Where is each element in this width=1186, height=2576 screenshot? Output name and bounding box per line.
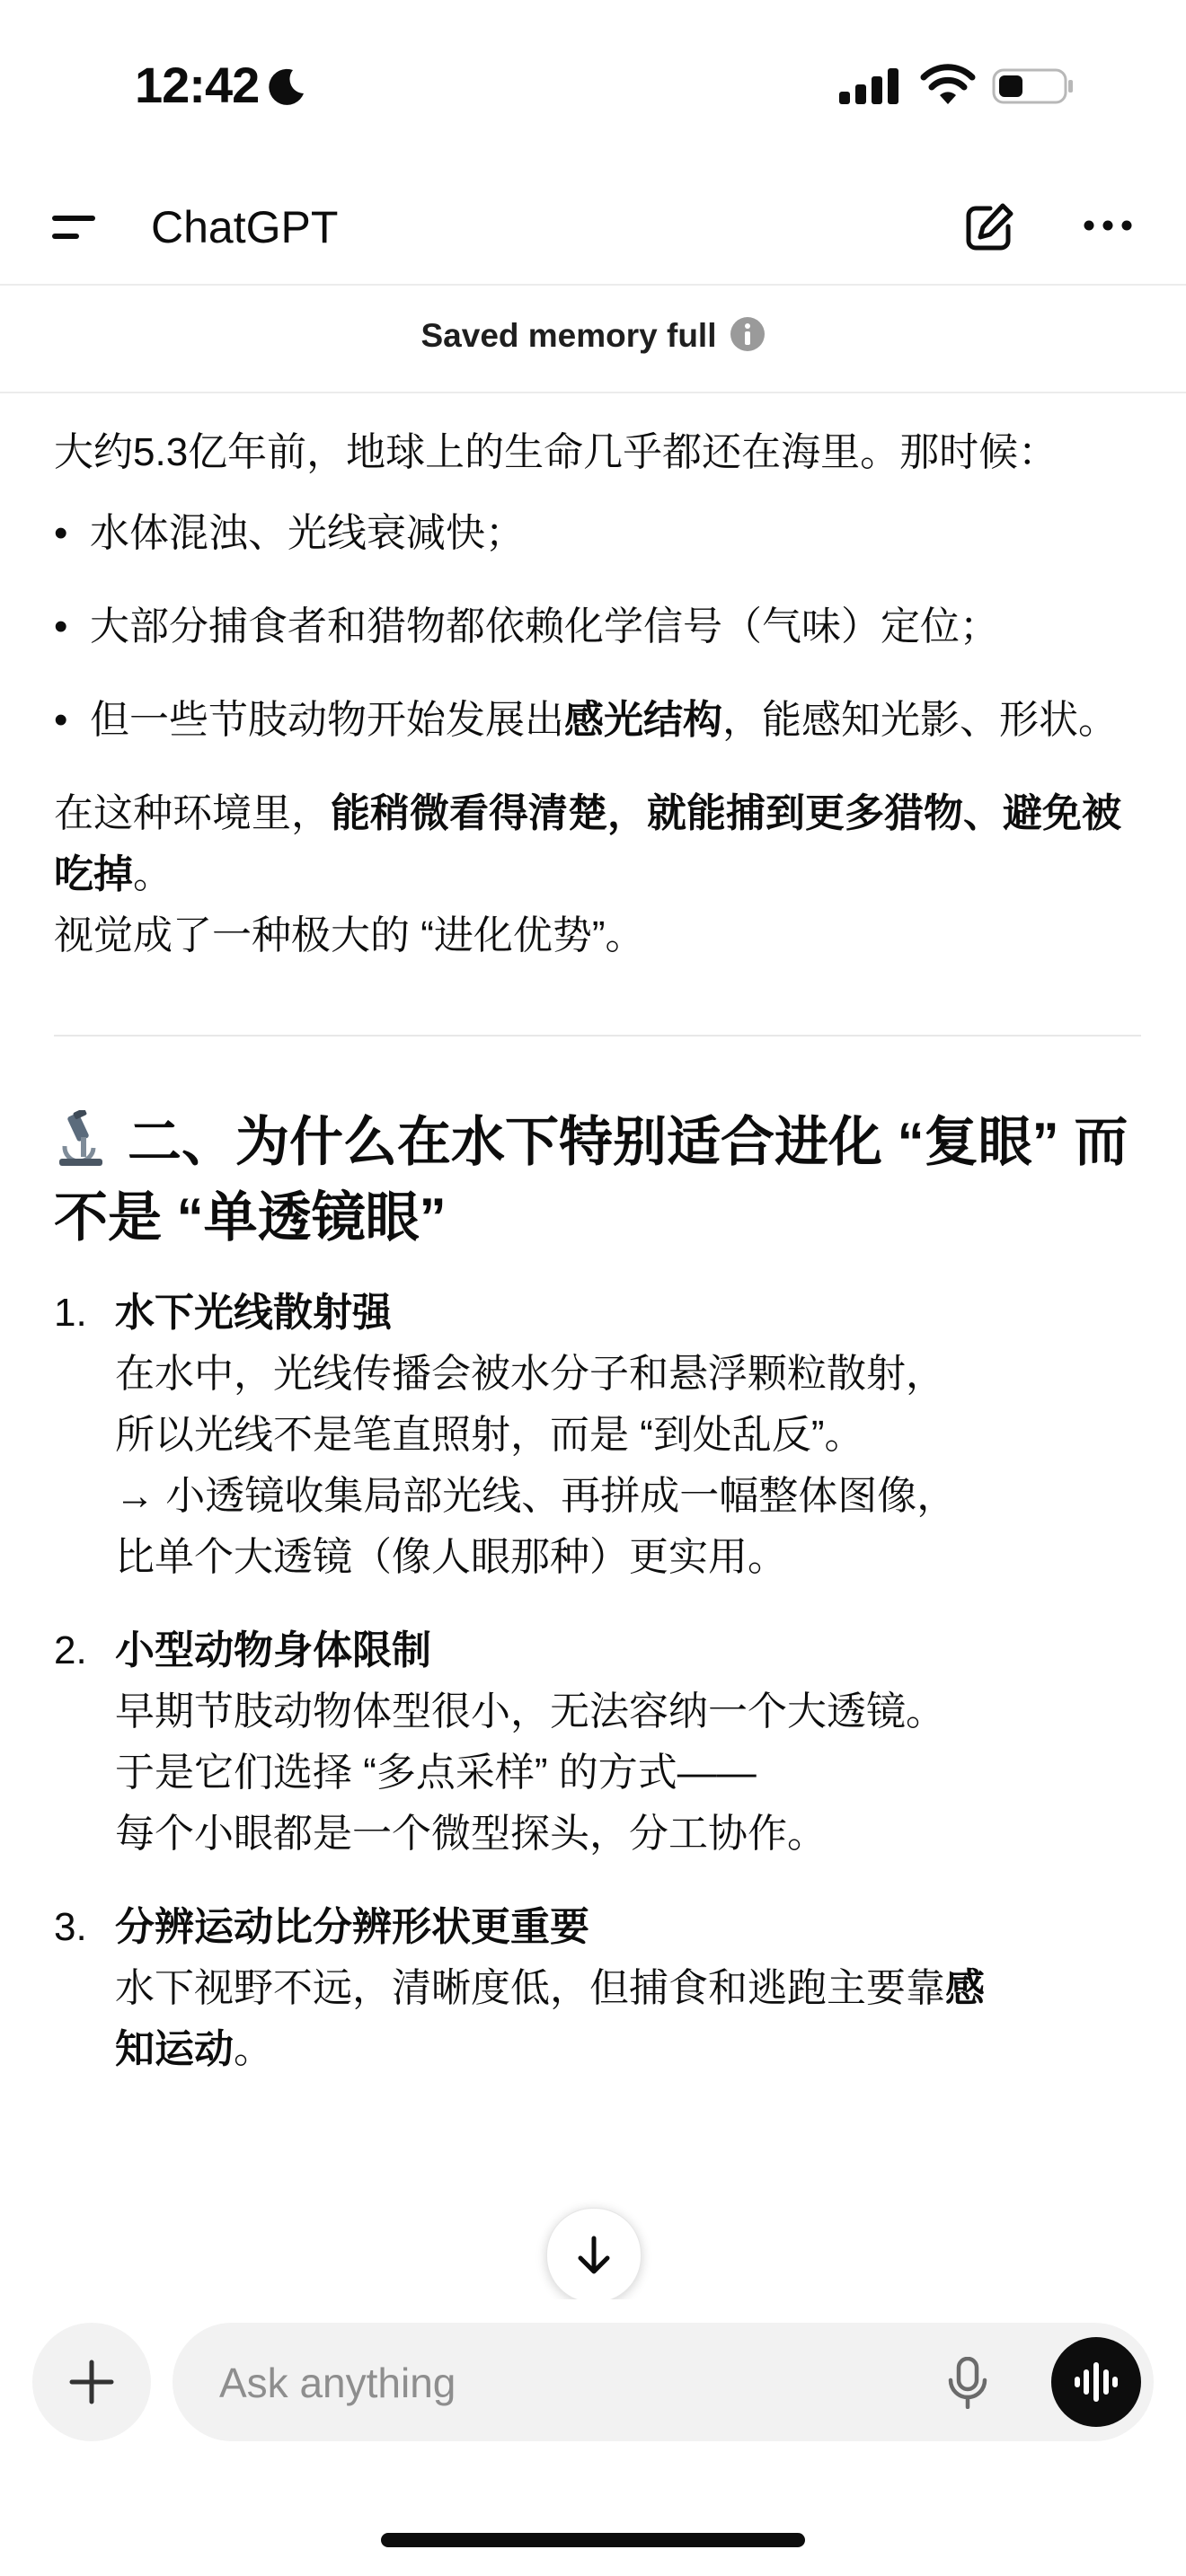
list-item-title: 分辨运动比分辨形状更重要 xyxy=(115,1905,589,1949)
nav-bar xyxy=(0,171,1186,286)
microscope-icon xyxy=(54,1110,108,1168)
message-input-container xyxy=(173,2323,1154,2441)
compose-icon[interactable] xyxy=(963,201,1015,253)
status-bar xyxy=(0,0,1186,171)
composer xyxy=(0,2299,1186,2576)
plus-icon xyxy=(66,2357,117,2407)
numbered-list xyxy=(54,1283,1141,2080)
wifi-icon xyxy=(920,63,976,106)
section-heading: 二、为什么在水下特别适合进化 “复眼” 而不是 “单透镜眼” xyxy=(54,1105,1141,1256)
list-item: 3. 分辨运动比分辨形状更重要 水下视野不远，清晰度低，但捕食和逃跑主要靠感 知运动。 xyxy=(54,1897,1141,2080)
list-item: • 水体混浊、光线衰减快； xyxy=(54,503,1141,564)
list-item: • 但一些节肢动物开始发展出感光结构，能感知光影、形状。 xyxy=(54,690,1141,751)
divider xyxy=(54,1035,1141,1037)
battery-icon xyxy=(992,66,1075,106)
list-item: • 大部分捕食者和猎物都依赖化学信号（气味）定位； xyxy=(54,596,1141,657)
message-paragraph: 视觉成了一种极大的 “进化优势”。 xyxy=(54,913,645,957)
message-input[interactable] xyxy=(217,2353,904,2413)
list-item-title: 小型动物身体限制 xyxy=(115,1628,431,1672)
attach-button[interactable] xyxy=(32,2323,151,2441)
memory-banner-text: Saved memory full xyxy=(420,317,717,354)
mic-icon[interactable] xyxy=(945,2357,990,2409)
voice-mode-icon xyxy=(1073,2359,1120,2405)
voice-mode-button[interactable] xyxy=(1051,2337,1141,2427)
app-title[interactable]: ChatGPT xyxy=(151,202,339,252)
bullet-list xyxy=(54,503,1141,751)
arrow-down-icon xyxy=(571,2233,616,2278)
list-item: 1. 水下光线散射强 在水中，光线传播会被水分子和悬浮颗粒散射， 所以光线不是笔直照射，而是 “到处乱反”。 → 小透镜收集局部光线、再拼成一幅整体图像， 比单个大透镜（像人眼那种）更实用。 xyxy=(54,1283,1141,1588)
home-indicator xyxy=(381,2533,805,2547)
signal-icon xyxy=(839,66,900,106)
more-icon[interactable] xyxy=(1082,212,1134,239)
menu-icon[interactable] xyxy=(50,205,102,250)
list-item-title: 水下光线散射强 xyxy=(115,1291,392,1335)
list-item: 2. 小型动物身体限制 早期节肢动物体型很小，无法容纳一个大透镜。 于是它们选择 “多点采样” 的方式—— 每个小眼都是一个微型探头，分工协作。 xyxy=(54,1620,1141,1865)
memory-banner xyxy=(0,284,1186,393)
moon-icon xyxy=(266,66,307,108)
status-time: 12:42 xyxy=(135,57,260,113)
assistant-message xyxy=(54,422,1141,2113)
message-paragraph: 在这种环境里，能稍微看得清楚，就能捕到更多猎物、避免被吃掉。 xyxy=(54,791,1121,896)
message-paragraph: 大约5.3亿年前，地球上的生命几乎都还在海里。那时候： xyxy=(54,430,1058,474)
scroll-down-button[interactable] xyxy=(546,2208,642,2303)
info-icon[interactable] xyxy=(730,316,766,352)
